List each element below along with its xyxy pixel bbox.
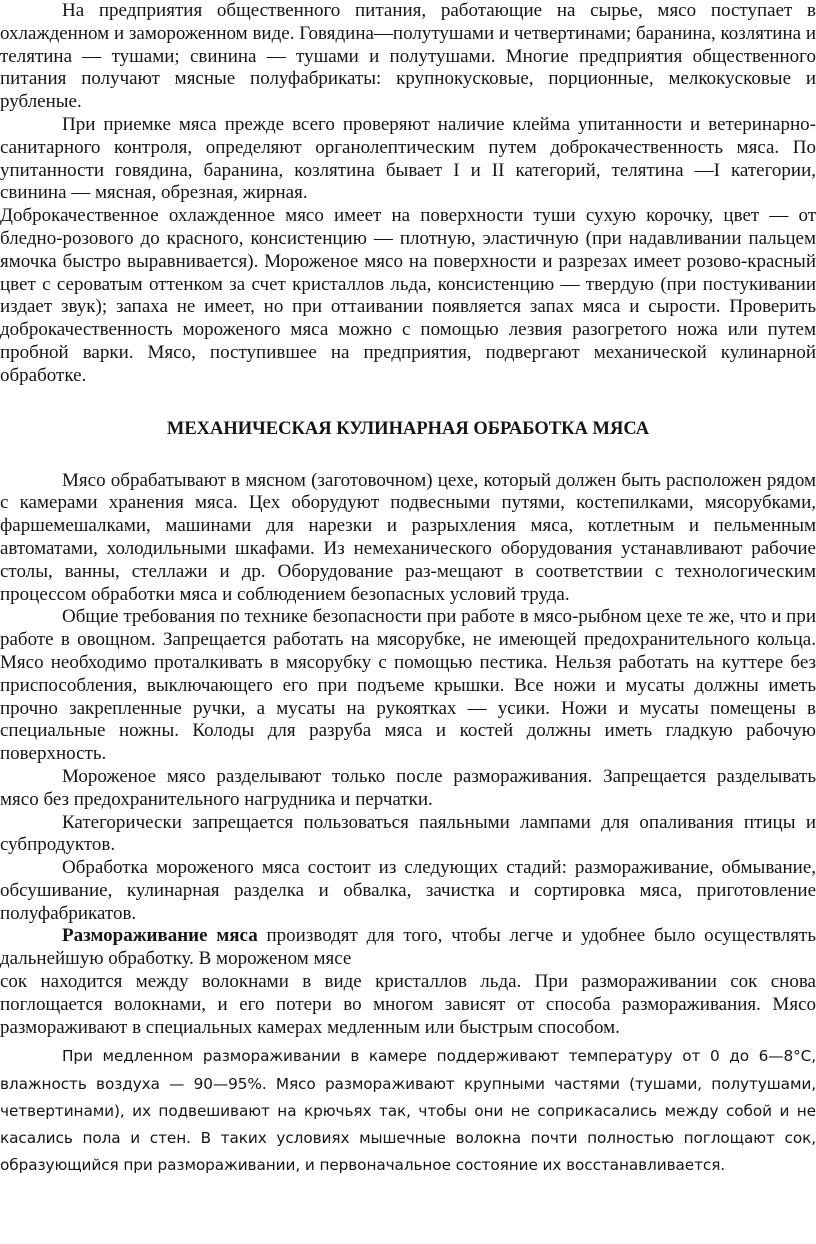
text-block-top bbox=[0, 0, 816, 388]
paragraph-blowtorch-ban: Категорически запрещается пользоваться паяльными лампами для опаливания птицы и субпродуктов. bbox=[0, 811, 816, 856]
defrosting-term: Размораживание мяса bbox=[62, 925, 258, 947]
defrosting-text: производят для того, чтобы легче и удобнее было осуществлять дальнейшую обработку. В мороженом мясе bbox=[0, 925, 816, 970]
paragraph-defrosting bbox=[0, 925, 816, 971]
paragraph-slow-defrosting: При медленном размораживании в камере поддерживают температуру от 0 до 6—8°С, влажность воздуха — 90—95%. Мясо размораживают крупными частями (тушами, полутушами, четвертинами), их подвешивают на крючьях так, чтобы они не соприкасались между собой и не касались пола и стен. В таких условиях мышечные волокна почти полностью поглощают сок, образующийся при размораживании, и первоначальное состояние их восстанавливается. bbox=[0, 1047, 816, 1175]
paragraph-meat-acceptance: При приемке мяса прежде всего проверяют наличие клейма упитанности и ветеринарно-санитарного контроля, определяют органолептическим путем доброкачественность мяса. По упитанности говядина, баранина, козлятина бывает I и II категорий, телятина —I категории, свинина — мясная, обрезная, жирная. bbox=[0, 113, 816, 204]
paragraph-meat-shop: Мясо обрабатывают в мясном (заготовочном) цехе, который должен быть расположен рядом с камерами хранения мяса. Цех оборудуют подвесными путями, костепилками, мясорубками, фаршемешалками, машинами для нарезки и разрыхления мяса, котлетным и пельменным автоматами, холодильными шкафами. Из немеханического оборудования устанавливают рабочие столы, ванны, стеллажи и др. Оборудование раз-мещают в соответствии с технологическим процессом обработки мяса и соблюдением безопасных условий труда. bbox=[0, 469, 816, 605]
paragraph-meat-supply: На предприятия общественного питания, работающие на сырье, мясо поступает в охлажденном и замороженном виде. Говядина—полутушами и четвертинами; баранина, козлятина и телятина — тушами; свинина — тушами и полутушами. Многие предприятия общественного питания получают мясные полуфабрикаты: крупнокусковые, порционные, мелкокусковые и рубленые. bbox=[0, 0, 816, 113]
text-block-main bbox=[0, 470, 816, 1040]
section-heading: МЕХАНИЧЕСКАЯ КУЛИНАРНАЯ ОБРАБОТКА МЯСА bbox=[166, 418, 650, 439]
paragraph-frozen-cutting: Мороженое мясо разделывают только после размораживания. Запрещается разделывать мясо без предохранительного нагрудника и перчатки. bbox=[0, 765, 816, 810]
paragraph-processing-stages: Обработка мороженого мяса состоит из следующих стадий: размораживание, обмывание, обсушивание, кулинарная разделка и обвалка, зачистка и сортировка мяса, приготовление полуфабрикатов. bbox=[0, 857, 816, 924]
paragraph-meat-quality: Доброкачественное охлажденное мясо имеет на поверхности туши сухую корочку, цвет — от бледно-розового до красного, консистенцию — плотную, эластичную (при надавливании пальцем ямочка быстро выравнивается). Мороженое мясо на поверхности и разрезах имеет розово-красный цвет с сероватым оттенком за счет кристаллов льда, консистенцию — твердую (при постукивании издает звук); запаха не имеет, но при оттаивании появляется запах мяса и сырости. Проверить доброкачественность мороженого мяса можно с помощью лезвия разогретого ножа или путем пробной варки. Мясо, поступившее на предприятия, подвергают механической кулинарной обработке. bbox=[0, 205, 816, 386]
paragraph-juice: сок находится между волокнами в виде кристаллов льда. При размораживании сок снова поглощается волокнами, и его потери во многом зависят от способа размораживания. Мясо размораживают в специальных камерах медленным или быстрым способом. bbox=[0, 971, 816, 1038]
paragraph-safety-rules: Общие требования по технике безопасности при работе в мясо-рыбном цехе те же, что и при работе в овощном. Запрещается работать на мясорубке, не имеющей предохранительного кольца. Мясо необходимо проталкивать в мясорубку с помощью пестика. Нельзя работать на куттере без приспособления, выключающего его при подъеме крышки. Все ножи и мусаты должны иметь прочно закрепленные ручки, а мусаты на рукоятках — усики. Ножи и мусаты помещены в специальные ножны. Колоды для разруба мяса и костей должны иметь гладкую рабочую поверхность. bbox=[0, 606, 816, 765]
